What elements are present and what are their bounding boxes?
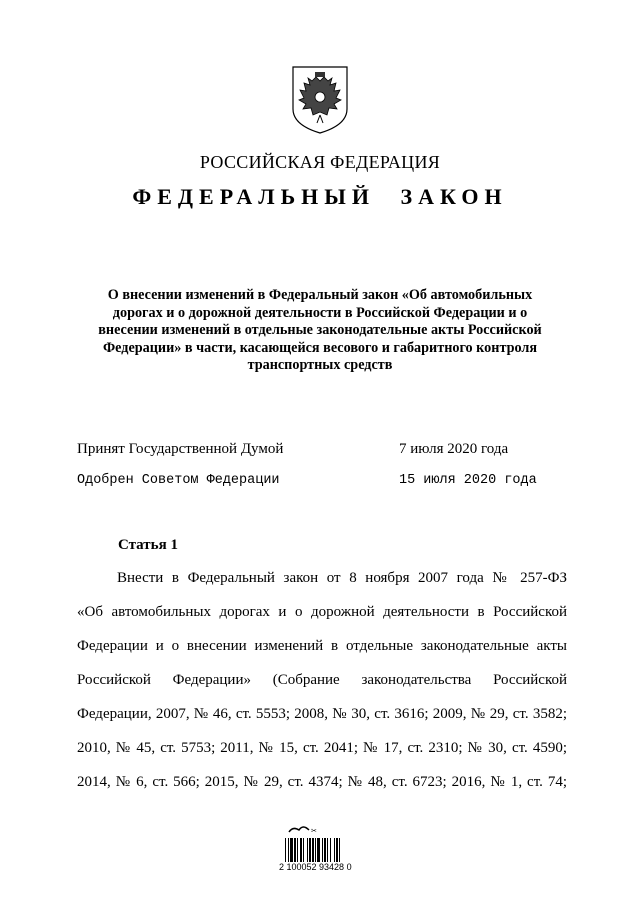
council-approval-label: Одобрен Советом Федерации — [77, 473, 280, 488]
council-approval-date: 15 июля 2020 года — [399, 473, 537, 488]
coat-of-arms-icon — [289, 63, 351, 135]
article-line: 2010, № 45, ст. 5753; 2011, № 15, ст. 2041; № 17, ст. 2310; № 30, ст. 4590; — [77, 740, 567, 756]
barcode-icon — [283, 820, 361, 882]
law-title-line: дорогах и о дорожной деятельности в Российской Федерации и о — [112, 304, 528, 321]
svg-text:✂: ✂ — [311, 828, 317, 835]
barcode-number: 2 100052 93428 0 — [279, 862, 352, 872]
article-line: Федерации, 2007, № 46, ст. 5553; 2008, № 30, ст. 3616; 2009, № 29, ст. 3582; — [77, 706, 567, 722]
article-line: 2014, № 6, ст. 566; 2015, № 29, ст. 4374; № 48, ст. 6723; 2016, № 1, ст. 74; — [77, 774, 567, 790]
article-line: «Об автомобильных дорогах и о дорожной деятельности в Российской — [77, 604, 567, 620]
article-heading: Статья 1 — [118, 537, 178, 553]
article-line: Внести в Федеральный закон от 8 ноября 2007 года № 257-ФЗ — [117, 570, 567, 586]
article-line: Российской Федерации» (Собрание законодательства Российской — [77, 672, 567, 688]
article-line: Федерации и о внесении изменений в отдельные законодательные акты — [77, 638, 567, 654]
law-title — [78, 287, 562, 375]
law-title-line: транспортных средств — [247, 357, 393, 373]
law-title-line: О внесении изменений в Федеральный закон «Об автомобильных — [107, 287, 533, 303]
law-title-line: Федерации» в части, касающейся весового и габаритного контроля — [102, 339, 538, 356]
document-type: ФЕДЕРАЛЬНЫЙ ЗАКОН — [132, 184, 508, 209]
country-name: РОССИЙСКАЯ ФЕДЕРАЦИЯ — [199, 152, 441, 172]
duma-adoption-label: Принят Государственной Думой — [77, 441, 284, 457]
law-title-line: внесении изменений в отдельные законодательные акты Российской — [98, 322, 542, 338]
duma-adoption-date: 7 июля 2020 года — [399, 441, 509, 457]
